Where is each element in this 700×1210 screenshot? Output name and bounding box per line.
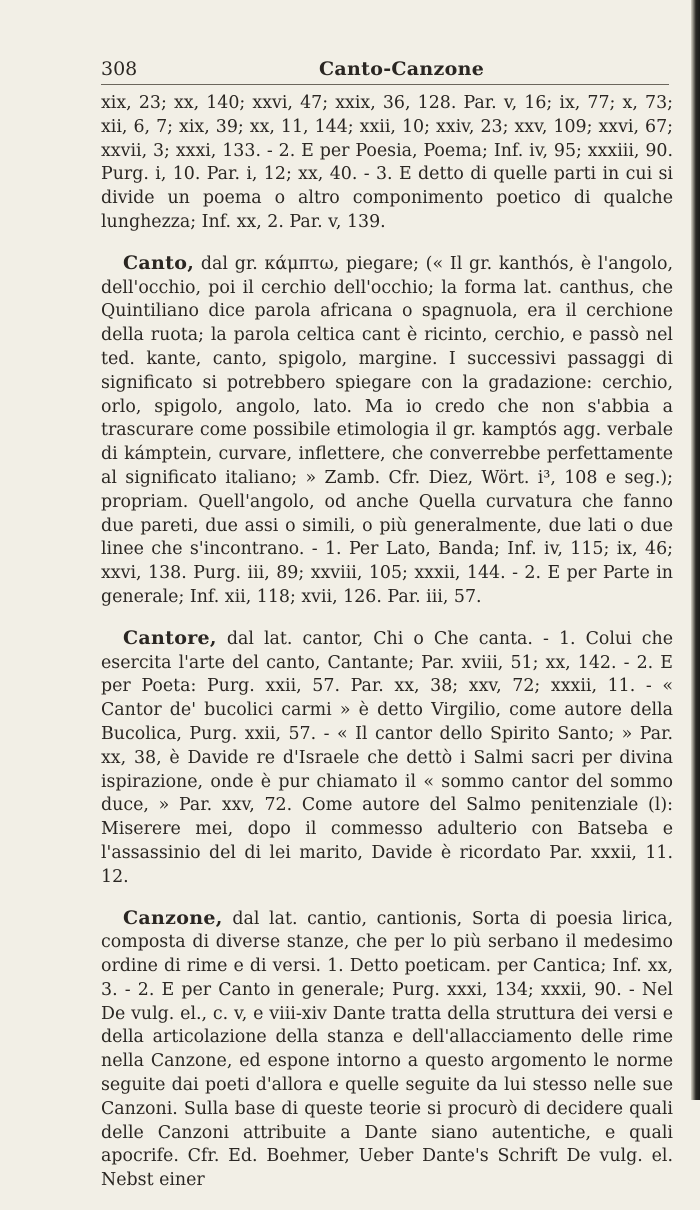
entry-continuation xyxy=(101,92,673,235)
headword: Canto, xyxy=(123,251,195,274)
entry-text: xix, 23; xx, 140; xxvi, 47; xxix, 36, 128. Par. v, 16; ix, 77; x, 73; xii, 6, 7; xix, 39; xx, 11, 144; xxii, 10; xxiv, 23; xxv, 109; xxvi, 67; xxvii, 3; xxxi, 133. - 2. E per Poesia, Poema; Inf. iv, 95; xxxiii, 90. Purg. i, 10. Par. i, 12; xx, 40. - 3. E detto di quelle parti in cui si divide un poema o altro componimento poetico di qualche lunghezza; Inf. xx, 2. Par. v, 139. xyxy=(101,93,673,232)
entry-cantore xyxy=(101,627,673,890)
page-edge-shadow xyxy=(691,0,700,1100)
entry-text: dal lat. cantor, Chi o Che canta. - 1. Colui che esercita l'arte del canto, Cantante; Par. xviii, 51; xx, 142. - 2. E per Poeta: Purg. xxii, 57. Par. xx, 38; xxv, 72; xxxii, 11. - « Cantor de' bucolici carmi » è detto Virgilio, come autore della Bucolica, Purg. xxii, 57. - « Il cantor dello Spirito Santo; » Par. xx, 38, è Davide re d'Israele che dettò i Salmi sacri per divina ispirazione, onde è pur chiamato il « sommo cantor del sommo duce, » Par. xxv, 72. Come autore del Salmo penitenziale (l): Miserere mei, dopo il commesso adulterio con Batseba e l'assassinio del di lei marito, Davide è ricordato Par. xxxii, 11. 12. xyxy=(101,628,673,887)
headword: Canzone, xyxy=(123,906,223,929)
entry-text: dal gr. κάμπτω, piegare; (« Il gr. kanthós, è l'angolo, dell'occhio, poi il cerchio dell'occhio; la forma lat. canthus, che Quintiliano dice parola africana o spagnuola, era il cerchione della ruota; la parola celtica cant è ricinto, cerchio, e passò nel ted. kante, canto, spigolo, margine. I successivi passaggi di significato si potrebbero spiegare con la gradazione: cerchio, orlo, spigolo, angolo, lato. Ma io credo che non s'abbia a trascurare come possibile etimologia il gr. kamptós agg. verbale di kámptein, curvare, inflettere, che converrebbe perfettamente al significato italiano; » Zamb. Cfr. Diez, Wört. i³, 108 e seg.); propriam. Quell'angolo, od anche Quella curvatura che fanno due pareti, due assi o simili, o più generalmente, due lati o due linee che s'incontrano. - 1. Per Lato, Banda; Inf. iv, 115; ix, 46; xxvi, 138. Purg. iii, 89; xxviii, 105; xxxii, 144. - 2. E per Parte in generale; Inf. xii, 118; xvii, 126. Par. iii, 57. xyxy=(101,253,673,607)
running-header xyxy=(101,56,669,85)
headword: Cantore, xyxy=(123,626,217,649)
entry-canto xyxy=(101,252,673,610)
entry-text: dal lat. cantio, cantionis, Sorta di poesia lirica, composta di diverse stanze, che per lo più serbano il medesimo ordine di rime e di versi. 1. Detto poeticam. per Cantica; Inf. xx, 3. - 2. E per Canto in generale; Purg. xxxi, 134; xxxii, 90. - Nel De vulg. el., c. v, e viii-xiv Dante tratta della struttura dei versi e della articolazione della stanza e dell'allacciamento delle rime nella Canzone, ed espone intorno a questo argomento le norme seguite dai poeti d'allora e quelle seguite da lui stesso nelle sue Canzoni. Sulla base di queste teorie si procurò di decidere quali delle Canzoni attribuite a Dante siano autentiche, e quali apocrife. Cfr. Ed. Boehmer, Ueber Dante's Schrift De vulg. el. Nebst einer xyxy=(101,908,673,1191)
dictionary-body xyxy=(101,92,673,1210)
entry-canzone xyxy=(101,907,673,1194)
page-number: 308 xyxy=(101,58,138,80)
running-title: Canto-Canzone xyxy=(319,58,485,80)
